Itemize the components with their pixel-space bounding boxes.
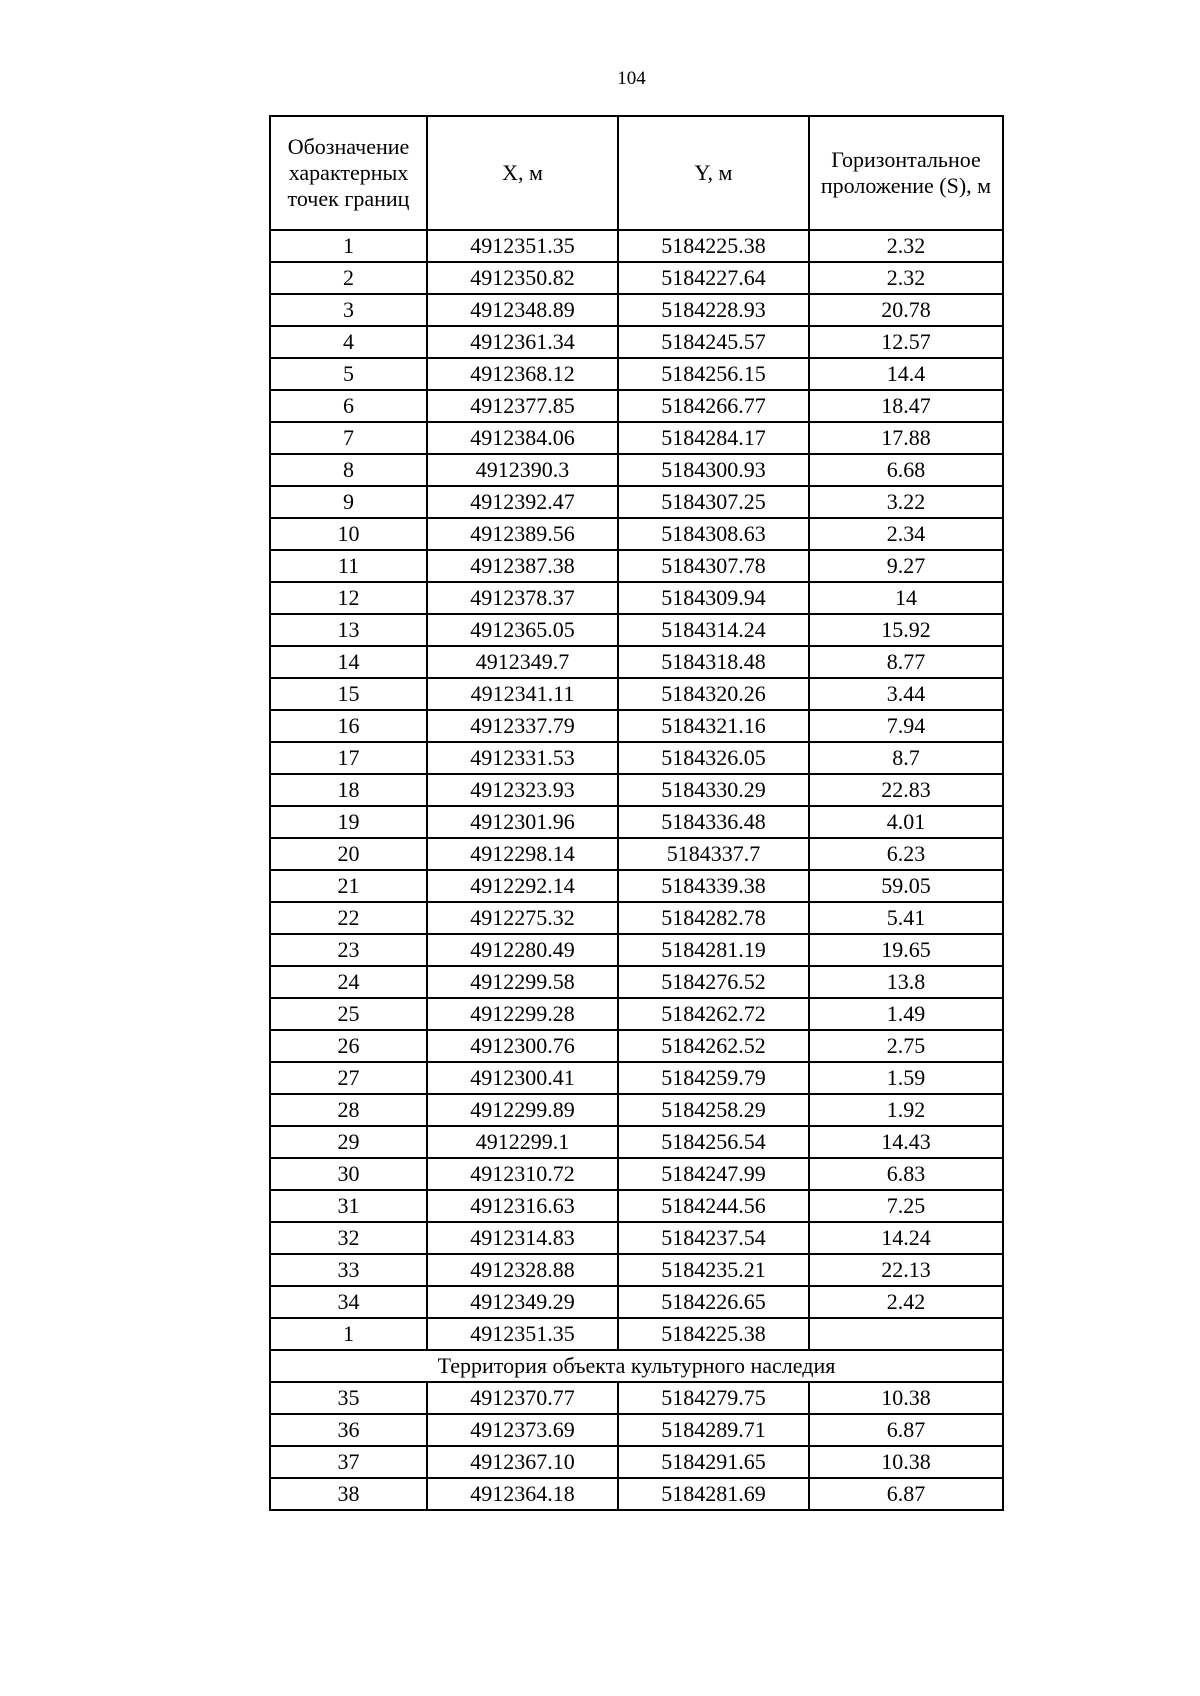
cell-point: 2 — [270, 262, 427, 294]
cell-point: 17 — [270, 742, 427, 774]
cell-x: 4912299.28 — [427, 998, 618, 1030]
cell-distance: 10.38 — [809, 1446, 1003, 1478]
table-row — [270, 582, 1003, 614]
table-row — [270, 1126, 1003, 1158]
table-row — [270, 1382, 1003, 1414]
cell-x: 4912301.96 — [427, 806, 618, 838]
cell-distance: 2.34 — [809, 518, 1003, 550]
cell-distance: 9.27 — [809, 550, 1003, 582]
cell-y: 5184237.54 — [618, 1222, 809, 1254]
cell-y: 5184281.19 — [618, 934, 809, 966]
cell-point: 25 — [270, 998, 427, 1030]
cell-distance: 5.41 — [809, 902, 1003, 934]
cell-distance: 2.75 — [809, 1030, 1003, 1062]
header-x: X, м — [427, 116, 618, 230]
cell-y: 5184339.38 — [618, 870, 809, 902]
cell-distance: 1.49 — [809, 998, 1003, 1030]
table-row — [270, 326, 1003, 358]
cell-distance: 6.87 — [809, 1478, 1003, 1510]
table-row — [270, 1478, 1003, 1510]
cell-x: 4912280.49 — [427, 934, 618, 966]
cell-point: 9 — [270, 486, 427, 518]
cell-y: 5184247.99 — [618, 1158, 809, 1190]
table-row — [270, 454, 1003, 486]
cell-y: 5184266.77 — [618, 390, 809, 422]
cell-point: 20 — [270, 838, 427, 870]
table-row — [270, 774, 1003, 806]
cell-y: 5184284.17 — [618, 422, 809, 454]
cell-x: 4912316.63 — [427, 1190, 618, 1222]
table-row — [270, 1446, 1003, 1478]
cell-x: 4912368.12 — [427, 358, 618, 390]
cell-y: 5184336.48 — [618, 806, 809, 838]
table-row — [270, 806, 1003, 838]
cell-point: 1 — [270, 230, 427, 262]
cell-distance: 7.25 — [809, 1190, 1003, 1222]
cell-x: 4912300.41 — [427, 1062, 618, 1094]
cell-y: 5184318.48 — [618, 646, 809, 678]
cell-x: 4912275.32 — [427, 902, 618, 934]
table-row — [270, 1190, 1003, 1222]
cell-point: 24 — [270, 966, 427, 998]
cell-x: 4912392.47 — [427, 486, 618, 518]
cell-y: 5184300.93 — [618, 454, 809, 486]
cell-x: 4912370.77 — [427, 1382, 618, 1414]
section-row — [270, 1350, 1003, 1382]
cell-y: 5184289.71 — [618, 1414, 809, 1446]
cell-point: 18 — [270, 774, 427, 806]
cell-y: 5184276.52 — [618, 966, 809, 998]
cell-distance: 17.88 — [809, 422, 1003, 454]
cell-y: 5184225.38 — [618, 230, 809, 262]
cell-x: 4912377.85 — [427, 390, 618, 422]
table-row — [270, 1030, 1003, 1062]
cell-point: 33 — [270, 1254, 427, 1286]
cell-y: 5184258.29 — [618, 1094, 809, 1126]
cell-x: 4912341.11 — [427, 678, 618, 710]
cell-x: 4912299.89 — [427, 1094, 618, 1126]
cell-point: 29 — [270, 1126, 427, 1158]
cell-x: 4912299.1 — [427, 1126, 618, 1158]
cell-point: 14 — [270, 646, 427, 678]
cell-point: 4 — [270, 326, 427, 358]
cell-distance: 19.65 — [809, 934, 1003, 966]
cell-x: 4912364.18 — [427, 1478, 618, 1510]
cell-x: 4912314.83 — [427, 1222, 618, 1254]
table-row — [270, 262, 1003, 294]
cell-point: 32 — [270, 1222, 427, 1254]
cell-x: 4912349.29 — [427, 1286, 618, 1318]
cell-x: 4912390.3 — [427, 454, 618, 486]
cell-y: 5184245.57 — [618, 326, 809, 358]
cell-y: 5184291.65 — [618, 1446, 809, 1478]
cell-distance: 3.22 — [809, 486, 1003, 518]
cell-distance: 6.68 — [809, 454, 1003, 486]
cell-y: 5184256.15 — [618, 358, 809, 390]
cell-distance: 20.78 — [809, 294, 1003, 326]
cell-distance: 14 — [809, 582, 1003, 614]
table-row — [270, 1062, 1003, 1094]
cell-x: 4912387.38 — [427, 550, 618, 582]
cell-distance: 18.47 — [809, 390, 1003, 422]
cell-distance: 12.57 — [809, 326, 1003, 358]
table-row — [270, 1318, 1003, 1350]
cell-distance: 4.01 — [809, 806, 1003, 838]
cell-distance: 8.77 — [809, 646, 1003, 678]
cell-y: 5184244.56 — [618, 1190, 809, 1222]
cell-y: 5184235.21 — [618, 1254, 809, 1286]
cell-x: 4912384.06 — [427, 422, 618, 454]
cell-point: 7 — [270, 422, 427, 454]
cell-x: 4912298.14 — [427, 838, 618, 870]
cell-x: 4912351.35 — [427, 1318, 618, 1350]
cell-point: 23 — [270, 934, 427, 966]
cell-distance: 8.7 — [809, 742, 1003, 774]
cell-point: 34 — [270, 1286, 427, 1318]
table-row — [270, 934, 1003, 966]
cell-distance: 22.83 — [809, 774, 1003, 806]
table-row — [270, 1094, 1003, 1126]
table-row — [270, 1414, 1003, 1446]
header-horizontal-distance: Горизонтальное проложение (S), м — [809, 116, 1003, 230]
cell-y: 5184330.29 — [618, 774, 809, 806]
cell-y: 5184320.26 — [618, 678, 809, 710]
cell-point: 16 — [270, 710, 427, 742]
table-row — [270, 1158, 1003, 1190]
cell-x: 4912389.56 — [427, 518, 618, 550]
cell-distance: 14.24 — [809, 1222, 1003, 1254]
table-row — [270, 294, 1003, 326]
cell-x: 4912361.34 — [427, 326, 618, 358]
cell-y: 5184262.52 — [618, 1030, 809, 1062]
table-row — [270, 550, 1003, 582]
cell-y: 5184259.79 — [618, 1062, 809, 1094]
table-row — [270, 518, 1003, 550]
table-row — [270, 998, 1003, 1030]
table-row — [270, 646, 1003, 678]
boundary-points-table — [269, 115, 1004, 1511]
cell-distance: 3.44 — [809, 678, 1003, 710]
cell-point: 26 — [270, 1030, 427, 1062]
header-row — [270, 116, 1003, 230]
cell-x: 4912378.37 — [427, 582, 618, 614]
cell-distance: 15.92 — [809, 614, 1003, 646]
page-number: 104 — [617, 68, 646, 89]
cell-distance — [809, 1318, 1003, 1350]
table-row — [270, 1254, 1003, 1286]
cell-point: 12 — [270, 582, 427, 614]
table-body — [270, 230, 1003, 1510]
table-row — [270, 614, 1003, 646]
header-point-designation: Обозначение характерных точек границ — [270, 116, 427, 230]
cell-point: 15 — [270, 678, 427, 710]
cell-distance: 2.32 — [809, 230, 1003, 262]
cell-y: 5184225.38 — [618, 1318, 809, 1350]
cell-point: 22 — [270, 902, 427, 934]
cell-distance: 1.92 — [809, 1094, 1003, 1126]
cell-distance: 7.94 — [809, 710, 1003, 742]
table-row — [270, 486, 1003, 518]
cell-x: 4912299.58 — [427, 966, 618, 998]
cell-x: 4912365.05 — [427, 614, 618, 646]
cell-y: 5184226.65 — [618, 1286, 809, 1318]
cell-point: 19 — [270, 806, 427, 838]
table-row — [270, 390, 1003, 422]
cell-x: 4912373.69 — [427, 1414, 618, 1446]
cell-x: 4912337.79 — [427, 710, 618, 742]
cell-distance: 6.23 — [809, 838, 1003, 870]
table-header — [270, 116, 1003, 230]
cell-point: 1 — [270, 1318, 427, 1350]
cell-distance: 10.38 — [809, 1382, 1003, 1414]
cell-point: 3 — [270, 294, 427, 326]
cell-point: 6 — [270, 390, 427, 422]
cell-y: 5184279.75 — [618, 1382, 809, 1414]
cell-point: 27 — [270, 1062, 427, 1094]
cell-y: 5184321.16 — [618, 710, 809, 742]
cell-point: 31 — [270, 1190, 427, 1222]
cell-y: 5184307.25 — [618, 486, 809, 518]
cell-distance: 6.83 — [809, 1158, 1003, 1190]
table-row — [270, 1222, 1003, 1254]
cell-distance: 1.59 — [809, 1062, 1003, 1094]
table-row — [270, 422, 1003, 454]
cell-distance: 13.8 — [809, 966, 1003, 998]
table-row — [270, 230, 1003, 262]
cell-x: 4912351.35 — [427, 230, 618, 262]
cell-x: 4912310.72 — [427, 1158, 618, 1190]
cell-point: 38 — [270, 1478, 427, 1510]
cell-x: 4912350.82 — [427, 262, 618, 294]
cell-x: 4912300.76 — [427, 1030, 618, 1062]
cell-point: 35 — [270, 1382, 427, 1414]
table-row — [270, 966, 1003, 998]
table-row — [270, 870, 1003, 902]
table-row — [270, 902, 1003, 934]
cell-y: 5184308.63 — [618, 518, 809, 550]
header-y: Y, м — [618, 116, 809, 230]
cell-point: 11 — [270, 550, 427, 582]
cell-x: 4912348.89 — [427, 294, 618, 326]
cell-x: 4912328.88 — [427, 1254, 618, 1286]
cell-x: 4912331.53 — [427, 742, 618, 774]
cell-x: 4912323.93 — [427, 774, 618, 806]
cell-y: 5184307.78 — [618, 550, 809, 582]
cell-point: 5 — [270, 358, 427, 390]
table-row — [270, 678, 1003, 710]
cell-y: 5184256.54 — [618, 1126, 809, 1158]
cell-point: 37 — [270, 1446, 427, 1478]
cell-y: 5184228.93 — [618, 294, 809, 326]
cell-point: 10 — [270, 518, 427, 550]
cell-y: 5184326.05 — [618, 742, 809, 774]
cell-point: 21 — [270, 870, 427, 902]
table-row — [270, 742, 1003, 774]
section-title: Территория объекта культурного наследия — [270, 1350, 1003, 1382]
cell-x: 4912367.10 — [427, 1446, 618, 1478]
table-row — [270, 1286, 1003, 1318]
cell-distance: 14.43 — [809, 1126, 1003, 1158]
cell-point: 30 — [270, 1158, 427, 1190]
cell-y: 5184314.24 — [618, 614, 809, 646]
cell-y: 5184337.7 — [618, 838, 809, 870]
cell-y: 5184262.72 — [618, 998, 809, 1030]
cell-point: 36 — [270, 1414, 427, 1446]
cell-point: 8 — [270, 454, 427, 486]
table-row — [270, 358, 1003, 390]
cell-distance: 2.32 — [809, 262, 1003, 294]
cell-point: 28 — [270, 1094, 427, 1126]
cell-distance: 2.42 — [809, 1286, 1003, 1318]
cell-x: 4912292.14 — [427, 870, 618, 902]
cell-y: 5184309.94 — [618, 582, 809, 614]
table-row — [270, 710, 1003, 742]
cell-distance: 6.87 — [809, 1414, 1003, 1446]
cell-distance: 59.05 — [809, 870, 1003, 902]
cell-distance: 22.13 — [809, 1254, 1003, 1286]
cell-y: 5184281.69 — [618, 1478, 809, 1510]
cell-distance: 14.4 — [809, 358, 1003, 390]
cell-y: 5184227.64 — [618, 262, 809, 294]
cell-x: 4912349.7 — [427, 646, 618, 678]
cell-y: 5184282.78 — [618, 902, 809, 934]
table-row — [270, 838, 1003, 870]
cell-point: 13 — [270, 614, 427, 646]
